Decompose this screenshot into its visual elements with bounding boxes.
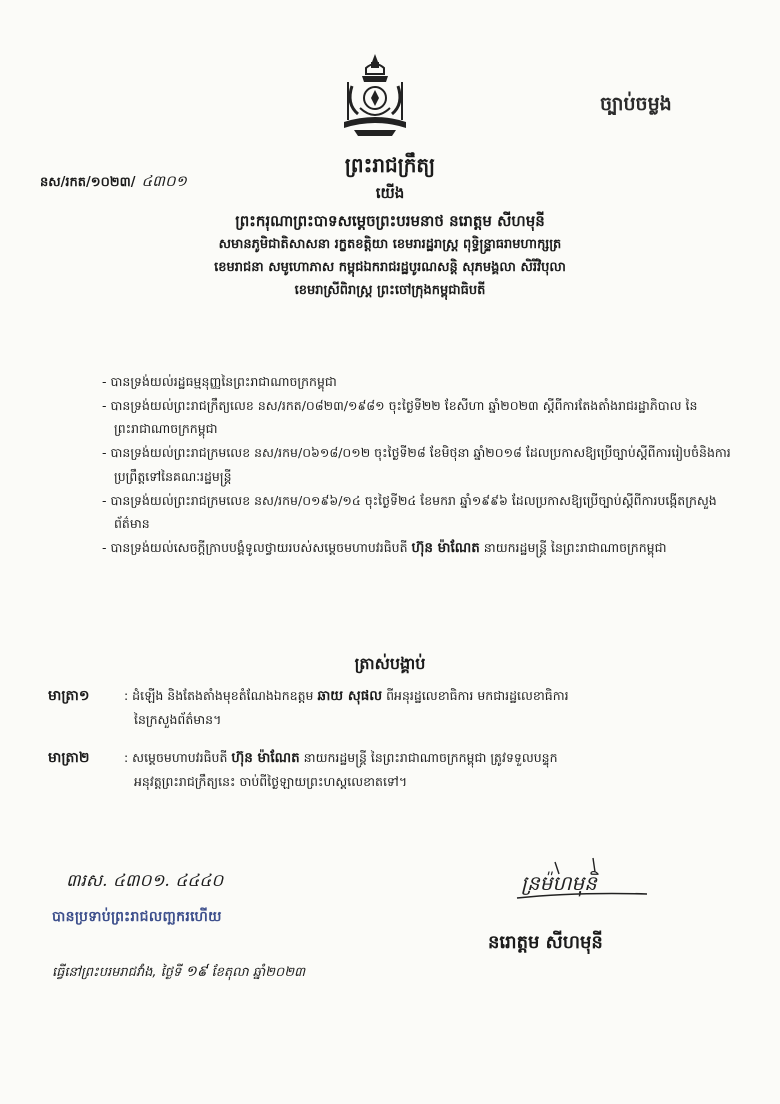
article-text: ពីអនុរដ្ឋលេខាធិការ មកជារដ្ឋលេខាធិការ xyxy=(382,688,569,703)
article-2 xyxy=(48,746,748,794)
date-suffix: ខែតុលា ឆ្នាំ២០២៣ xyxy=(211,965,306,980)
prime-minister-name: ហ៊ុន ម៉ាណែត xyxy=(231,750,300,766)
article-continuation: នៃក្រសួងព័ត៌មាន។ xyxy=(134,712,222,727)
seal-approval-note: បានប្រទាប់ព្រះរាជលញ្ឆករហើយ xyxy=(52,909,222,925)
clause-item: - បានទ្រង់យល់ព្រះរាជក្រឹត្យលេខ នស/រកត/០៨២៣/១៩៨១ ចុះថ្ងៃទី២២ ខែសីហា ឆ្នាំ២០២៣ ស្តីពីការតែងតាំងរាជរដ្ឋាភិបាល នៃព្រះរាជាណាចក្រកម្ពុជា xyxy=(102,397,698,437)
king-titles xyxy=(60,210,720,302)
signer-name: នរោត្តម សីហមុនី xyxy=(488,932,603,953)
decree-number-printed: នស/រកត/១០២៣/ xyxy=(40,175,136,190)
we-heading: យើង xyxy=(375,184,405,202)
article-label: មាត្រា២ xyxy=(48,750,90,766)
date-prefix: ធ្វើនៅព្រះបរមរាជវាំង, ថ្ងៃទី xyxy=(52,965,182,980)
signature-text: ន្រម៉ហមុនិ xyxy=(521,871,597,895)
decree-heading: ត្រាស់បង្គាប់ xyxy=(354,654,426,673)
royal-emblem xyxy=(338,52,412,140)
preamble-clauses xyxy=(102,370,742,561)
handwritten-reference: ៣រស. ៤៣០១. ៤៤៤០ xyxy=(66,871,224,891)
decree-number-handwritten: ៤៣០១ xyxy=(141,172,187,190)
clause-item: - បានទ្រង់យល់ព្រះរាជក្រមលេខ នស/រកម/០១៩៦/១៤ ចុះថ្ងៃទី២៤ ខែមករា ឆ្នាំ១៩៩៦ ដែលប្រកាសឱ្យប្រើច្បាប់ស្តីពីការបង្កើតក្រសួងព័ត៌មាន xyxy=(102,492,717,532)
king-title-line: ខេមរាជនា សមូហោភាស កម្ពុជឯករាជរដ្ឋបូរណសន្តិ សុភមង្គលា សិរីវិបុលា xyxy=(214,260,566,275)
king-title-line: ព្រះករុណាព្រះបាទសម្តេចព្រះបរមនាថ នរោត្តម សីហមុនី xyxy=(235,212,545,230)
clause-text: នាយករដ្ឋមន្ត្រី នៃព្រះរាជាណាចក្រកម្ពុជា xyxy=(479,539,667,555)
document-title: ព្រះរាជក្រឹត្យ xyxy=(344,153,436,177)
article-text: នាយករដ្ឋមន្ត្រី នៃព្រះរាជាណាចក្រកម្ពុជា ត្រូវទទួលបន្ទុក xyxy=(299,750,558,765)
copy-stamp: ច្បាប់ចម្លង xyxy=(600,93,672,115)
article-1 xyxy=(48,684,748,732)
king-title-line: សមានភូមិជាតិសាសនា រក្ខតខត្តិយា ខេមរារដ្ឋរាស្ត្រ ពុទ្ធិន្ទ្រាធរាមហាក្សត្រ xyxy=(218,237,562,252)
clause-item xyxy=(102,536,742,561)
article-continuation: អនុវត្តព្រះរាជក្រឹត្យនេះ ចាប់ពីថ្ងៃឡាយព្រះហស្តលេខាតទៅ។ xyxy=(134,774,408,789)
prime-minister-name: ហ៊ុន ម៉ាណែត xyxy=(411,539,480,556)
clause-item: - បានទ្រង់យល់ព្រះរាជក្រមលេខ នស/រកម/០៦១៨/០១២ ចុះថ្ងៃទី២៨ ខែមិថុនា ឆ្នាំ២០១៨ ដែលប្រកាសឱ្យប្រើច្បាប់ស្តីពីការរៀបចំនិងការប្រព្រឹត្តទៅនៃគណៈរដ្ឋមន្ត្រី xyxy=(102,445,731,484)
clause-text: - បានទ្រង់យល់សេចក្តីក្រាបបង្គំទូលថ្វាយរបស់សម្តេចមហាបវរធិបតី xyxy=(102,539,412,555)
royal-signature xyxy=(515,854,655,914)
appointee-name: ឆាយ សុផល xyxy=(317,688,383,704)
king-title-line: ខេមរាស្រីពិរាស្ត្រ ព្រះចៅក្រុងកម្ពុជាធិបតី xyxy=(294,283,486,298)
article-text: : ដំឡើង និងតែងតាំងមុខតំណែងឯកឧត្តម xyxy=(124,688,318,703)
article-label: មាត្រា១ xyxy=(48,688,90,704)
article-text: : សម្តេចមហាបវរធិបតី xyxy=(124,750,232,765)
date-day: ១៩ xyxy=(185,962,208,980)
clause-item: - បានទ្រង់យល់រដ្ឋធម្មនុញ្ញនៃព្រះរាជាណាចក្រកម្ពុជា xyxy=(102,374,337,389)
date-line xyxy=(52,962,305,984)
